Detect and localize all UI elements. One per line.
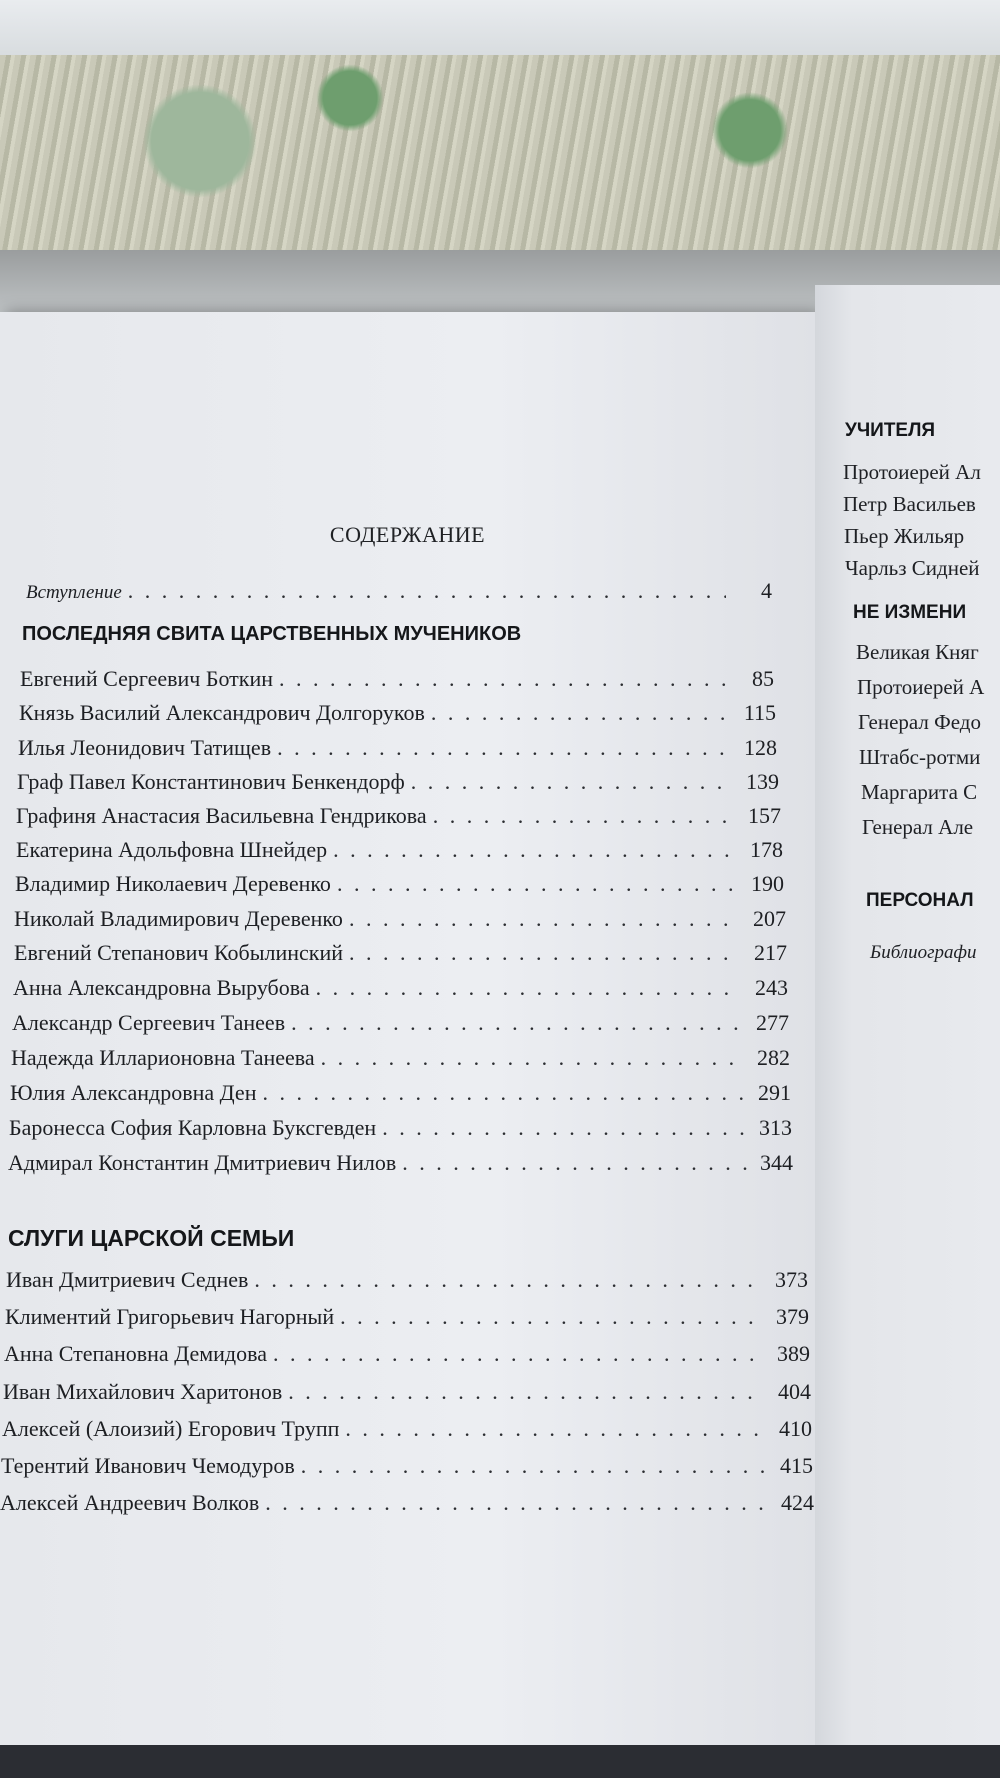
entry-page: 277 — [756, 1010, 789, 1035]
entry-page: 389 — [777, 1341, 810, 1366]
entry-name: Климентий Григорьевич Нагорный — [5, 1304, 335, 1329]
entry-name: Анна Степановна Демидова — [4, 1341, 267, 1366]
right-item: Великая Княг — [856, 640, 979, 664]
toc-entry — [12, 1010, 789, 1036]
leader-dots — [431, 700, 730, 726]
entry-name: Терентий Иванович Чемодуров — [1, 1453, 295, 1478]
entry-name: Николай Владимирович Деревенко — [14, 906, 343, 931]
entry-name: Адмирал Константин Дмитриевич Нилов — [8, 1150, 397, 1175]
toc-entry — [20, 666, 774, 692]
entry-name: Илья Леонидович Татищев — [18, 735, 272, 760]
toc-entry — [15, 871, 784, 897]
toc-entry — [17, 769, 779, 795]
book-cover-edge — [0, 1745, 1000, 1778]
toc-entry — [5, 1304, 809, 1330]
right-section-staff: ПЕРСОНАЛ — [866, 890, 974, 911]
right-item: Петр Васильев — [843, 492, 976, 516]
entry-page: 291 — [758, 1080, 791, 1105]
leader-dots — [254, 1267, 762, 1293]
background-towel — [0, 55, 1000, 270]
entry-page: 404 — [778, 1379, 811, 1404]
leader-dots — [411, 769, 733, 795]
toc-entry — [9, 1115, 792, 1141]
right-item: Штабс-ротми — [859, 745, 981, 769]
entry-name: Иван Дмитриевич Седнев — [6, 1267, 249, 1292]
entry-page: 4 — [761, 578, 772, 603]
toc-entry — [11, 1045, 790, 1071]
entry-name: Евгений Степанович Кобылинский — [14, 940, 344, 965]
entry-page: 424 — [781, 1490, 814, 1515]
right-item: Протоиерей А — [857, 675, 985, 699]
entry-name: Александр Сергеевич Танеев — [12, 1010, 286, 1035]
entry-page: 415 — [780, 1453, 813, 1478]
toc-entry — [10, 1080, 791, 1106]
toc-entry — [18, 735, 777, 761]
leader-dots — [273, 1341, 764, 1367]
right-item: Пьер Жильяр — [844, 524, 965, 548]
entry-page: 128 — [744, 735, 777, 760]
entry-page: 344 — [760, 1150, 793, 1175]
toc-entry — [4, 1341, 810, 1367]
entry-page: 243 — [755, 975, 788, 1000]
entry-name: Баронесса София Карловна Буксгевден — [9, 1115, 377, 1140]
toc-entry — [6, 1267, 808, 1293]
toc-entry — [14, 940, 787, 966]
leader-dots — [433, 803, 735, 829]
entry-name: Алексей (Алоизий) Егорович Трупп — [2, 1416, 340, 1441]
entry-page: 157 — [748, 803, 781, 828]
entry-name: Графиня Анастасия Васильевна Гендрикова — [16, 803, 427, 828]
right-item: Чарльз Сидней — [845, 556, 980, 580]
leader-dots — [349, 906, 740, 932]
toc-entry — [16, 803, 781, 829]
entry-page: 313 — [759, 1115, 792, 1140]
entry-page: 207 — [753, 906, 786, 931]
entry-page: 282 — [757, 1045, 790, 1070]
entry-page: 217 — [754, 940, 787, 965]
entry-name: Юлия Александровна Ден — [10, 1080, 257, 1105]
leader-dots — [288, 1379, 765, 1405]
leader-dots — [382, 1115, 746, 1141]
entry-page: 115 — [743, 700, 776, 725]
leader-dots — [340, 1304, 763, 1330]
leader-dots — [277, 735, 731, 761]
leader-dots — [345, 1416, 766, 1442]
right-item: Генерал Федо — [858, 710, 981, 734]
toc-entry — [2, 1416, 812, 1442]
entry-name: Граф Павел Константинович Бенкендорф — [17, 769, 405, 794]
entry-name: Владимир Николаевич Деревенко — [15, 871, 331, 896]
leader-dots — [301, 1453, 767, 1479]
toc-entry-intro — [26, 578, 772, 604]
right-item: Маргарита С — [861, 780, 978, 804]
toc-heading: СОДЕРЖАНИЕ — [329, 522, 486, 547]
entry-name: Князь Василий Александрович Долгоруков — [19, 700, 425, 725]
section-title-retinue: ПОСЛЕДНЯЯ СВИТА ЦАРСТВЕННЫХ МУЧЕНИКОВ — [22, 623, 522, 645]
entry-page: 139 — [746, 769, 779, 794]
leader-dots — [333, 837, 737, 863]
entry-name: Надежда Илларионовна Танеева — [11, 1045, 315, 1070]
entry-name: Вступление — [26, 582, 122, 603]
leader-dots — [291, 1010, 743, 1036]
entry-name: Евгений Сергеевич Боткин — [20, 666, 274, 691]
toc-entry — [19, 700, 776, 726]
right-item: Генерал Але — [862, 815, 974, 839]
leader-dots — [349, 940, 741, 966]
leader-dots — [265, 1490, 768, 1516]
toc-entry — [3, 1379, 811, 1405]
toc-entry — [13, 975, 788, 1001]
entry-page: 85 — [752, 666, 774, 691]
leader-dots — [262, 1080, 745, 1106]
entry-page: 373 — [775, 1267, 808, 1292]
entry-page: 178 — [750, 837, 783, 862]
right-item: Протоиерей Ал — [843, 460, 981, 484]
entry-name: Иван Михайлович Харитонов — [3, 1379, 283, 1404]
leader-dots — [279, 666, 728, 692]
leader-dots — [128, 578, 726, 604]
leader-dots — [316, 975, 742, 1001]
toc-entry — [1, 1453, 813, 1479]
entry-page: 379 — [776, 1304, 809, 1329]
toc-entry — [8, 1150, 793, 1176]
entry-page: 410 — [779, 1416, 812, 1441]
leader-dots — [402, 1150, 747, 1176]
toc-entry — [16, 837, 783, 863]
leader-dots — [337, 871, 738, 897]
entry-name: Екатерина Адольфовна Шнейдер — [16, 837, 328, 862]
entry-name: Анна Александровна Вырубова — [13, 975, 310, 1000]
entry-name: Алексей Андреевич Волков — [0, 1490, 260, 1515]
entry-page: 190 — [751, 871, 784, 896]
toc-entry — [14, 906, 786, 932]
toc-entry — [0, 1490, 814, 1516]
right-item-bibliography: Библиографи — [870, 942, 977, 963]
right-section-loyal: НЕ ИЗМЕНИ — [853, 602, 967, 623]
right-section-teachers: УЧИТЕЛЯ — [845, 420, 936, 441]
section-title-servants: СЛУГИ ЦАРСКОЙ СЕМЬИ — [8, 1225, 295, 1251]
leader-dots — [321, 1045, 744, 1071]
